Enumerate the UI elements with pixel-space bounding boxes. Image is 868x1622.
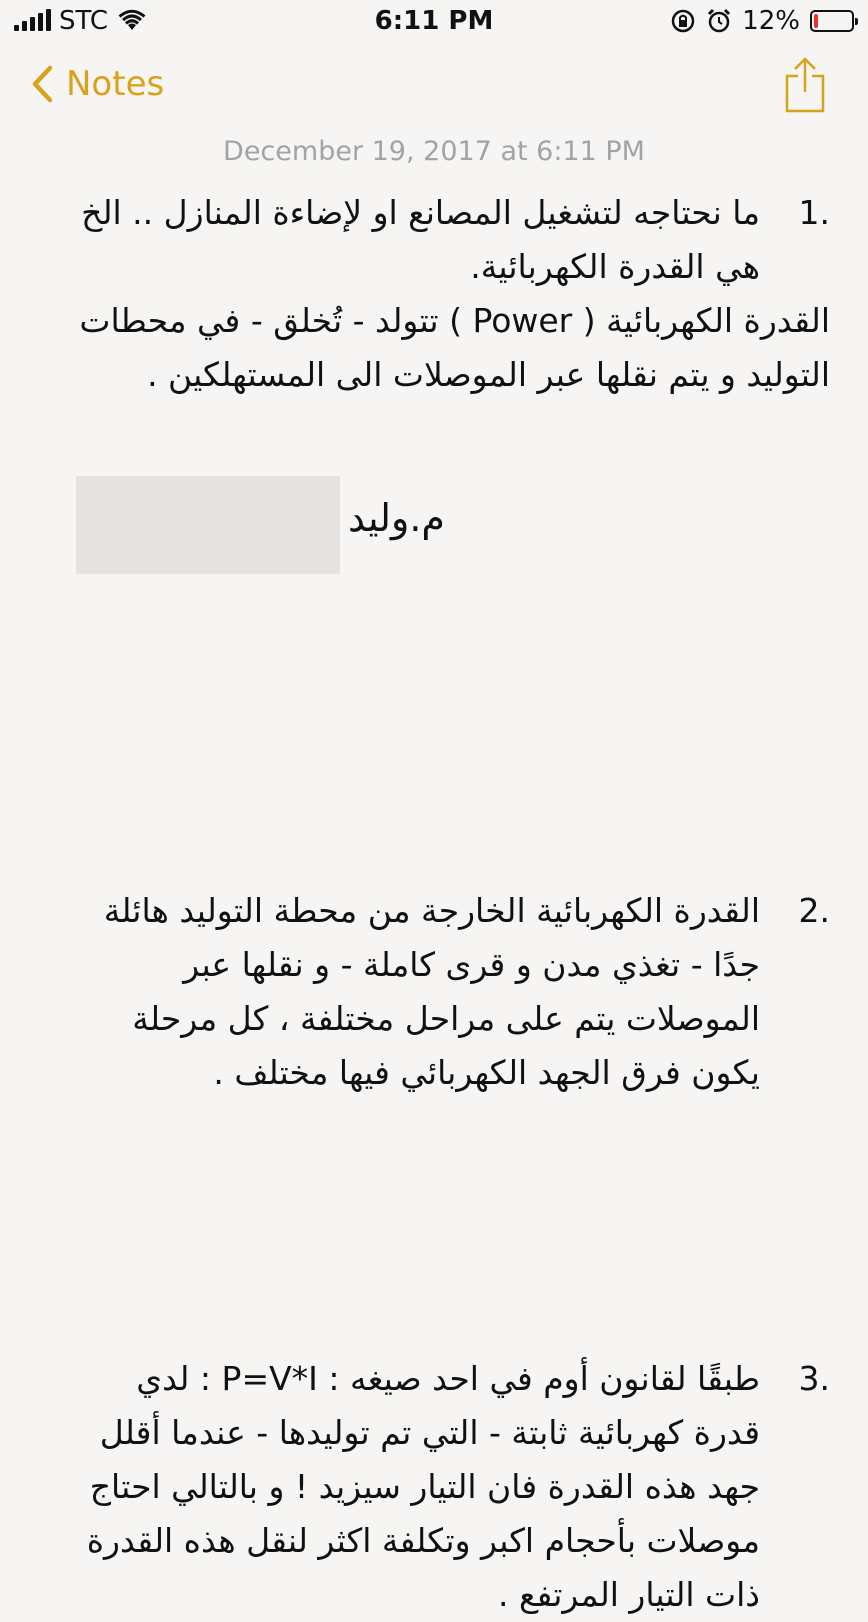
- item-number: 3.: [798, 1359, 830, 1398]
- item-body: طبقًا لقانون أوم في احد صيغه : P=V*I : لدي قدرة كهربائية ثابتة - التي تم توليدها - عندما أقلل جهد هذه القدرة فان التيار سيزيد ! و بالتالي احتاج موصلات بأحجام اكبر وتكلفة اكثر لنقل هذه القدرة ذات التيار المرتفع .: [86, 1359, 760, 1614]
- back-button[interactable]: [30, 64, 164, 104]
- item-intro: ما نحتاجه لتشغيل المصانع او لإضاءة المنازل .. الخ هي القدرة الكهربائية.: [81, 193, 760, 286]
- status-right: [670, 6, 854, 36]
- chevron-left-icon: [30, 64, 54, 104]
- signature: م.وليد: [348, 496, 445, 540]
- alarm-icon: [706, 8, 732, 34]
- battery-icon: [810, 10, 854, 32]
- item-body: القدرة الكهربائية ( Power ) تتولد - تُخلق - في محطات التوليد و يتم نقلها عبر الموصلات الى المستهلكين .: [79, 301, 830, 394]
- carrier-label: STC: [59, 6, 109, 36]
- redacted-block: [76, 476, 340, 574]
- back-label: Notes: [66, 64, 165, 104]
- battery-fill: [814, 14, 818, 28]
- item-number: 1.: [798, 193, 830, 232]
- battery-percent: 12%: [742, 6, 800, 36]
- status-bar: [0, 0, 868, 44]
- rotation-lock-icon: [670, 8, 696, 34]
- status-time: 6:11 PM: [374, 6, 494, 36]
- note-item-1: [60, 186, 830, 402]
- item-body: القدرة الكهربائية الخارجة من محطة التوليد هائلة جدًا - تغذي مدن و قرى كاملة - و نقلها عبر الموصلات يتم على مراحل مختلفة ، كل مرحلة يكون فرق الجهد الكهربائي فيها مختلف .: [103, 891, 760, 1092]
- nav-bar: [0, 56, 868, 126]
- share-icon: [784, 56, 826, 114]
- note-date: December 19, 2017 at 6:11 PM: [223, 136, 645, 167]
- item-number: 2.: [798, 891, 830, 930]
- share-button[interactable]: [784, 56, 826, 118]
- note-item-2: [60, 884, 830, 1100]
- note-item-3: [60, 1352, 830, 1622]
- signature-row: [76, 476, 476, 574]
